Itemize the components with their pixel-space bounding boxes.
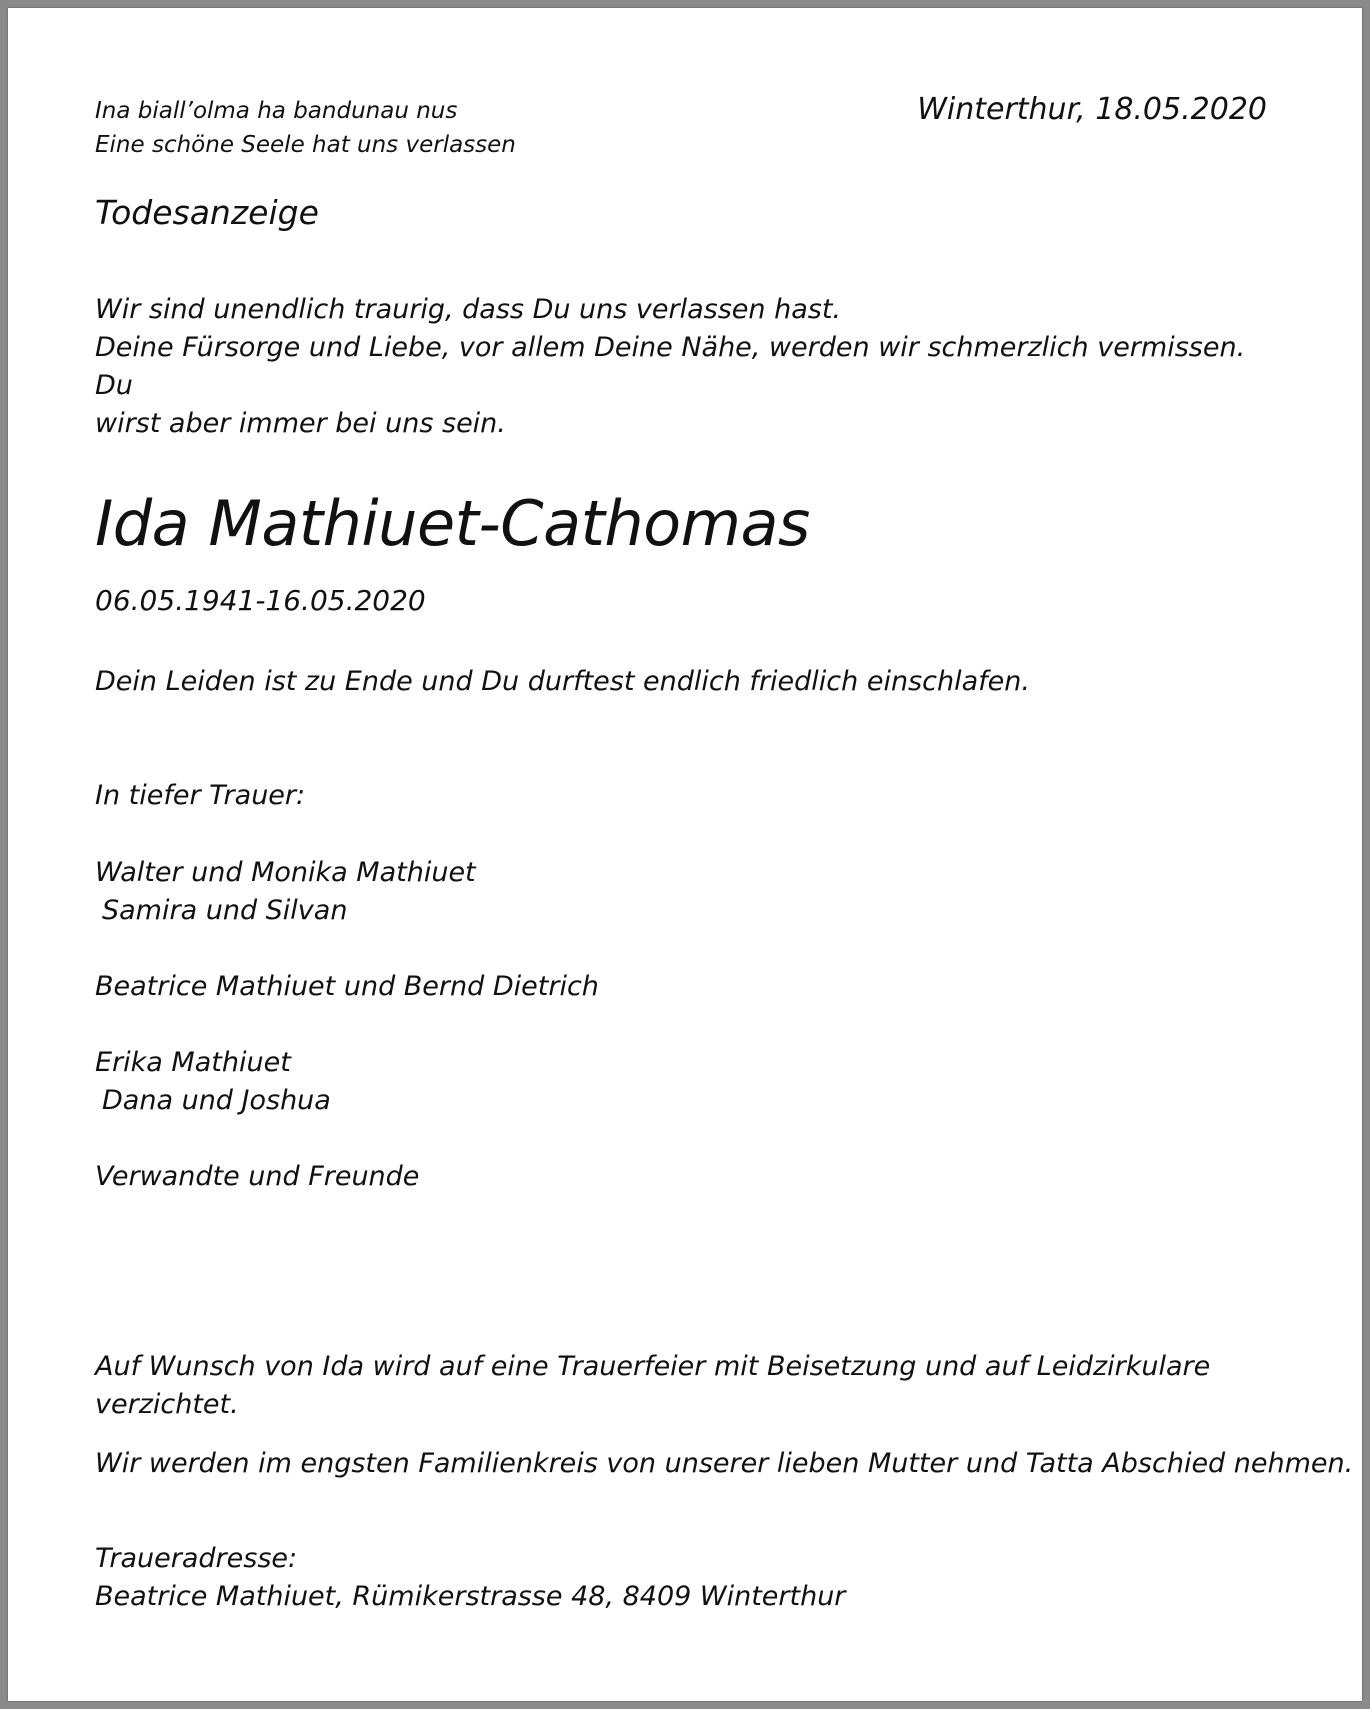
motto (95, 94, 516, 162)
address-label: Traueradresse: (95, 1543, 298, 1574)
mourner-line: Verwandte und Freunde (95, 1161, 420, 1192)
mourner-group (95, 1158, 599, 1196)
intro-line: wirst aber immer bei uns sein. (95, 408, 506, 439)
mourner-group (95, 854, 599, 930)
place-and-date: Winterthur, 18.05.2020 (917, 92, 1267, 127)
motto-line-german: Eine schöne Seele hat uns verlassen (95, 132, 516, 158)
deceased-lifespan: 06.05.1941-16.05.2020 (95, 584, 426, 617)
deceased-name: Ida Mathiuet-Cathomas (95, 487, 810, 560)
mourning-address (95, 1540, 845, 1616)
intro-line: Wir sind unendlich traurig, dass Du uns verlassen hast. (95, 294, 841, 325)
mourner-children-line: Dana und Joshua (102, 1085, 331, 1116)
family-farewell-notice: Wir werden im engsten Familienkreis von unserer lieben Mutter und Tatta Abschied nehmen. (95, 1448, 1354, 1479)
notice-heading: Todesanzeige (95, 193, 319, 232)
mourner-line: Beatrice Mathiuet und Bernd Dietrich (95, 971, 599, 1002)
mourning-label: In tiefer Trauer: (95, 780, 306, 811)
motto-line-romansh: Ina biall’olma ha bandunau nus (95, 98, 458, 124)
ceremony-notice-line: Auf Wunsch von Ida wird auf eine Trauerfeier mit Beisetzung und auf Leidzirkulare (95, 1351, 1211, 1382)
mourner-group (95, 968, 599, 1006)
ceremony-notice (95, 1348, 1315, 1424)
obituary-page (8, 8, 1362, 1701)
mourner-group (95, 1044, 599, 1120)
mourners-list (95, 854, 599, 1234)
mourner-line: Erika Mathiuet (95, 1047, 291, 1078)
farewell-sentence: Dein Leiden ist zu Ende und Du durftest endlich friedlich einschlafen. (95, 666, 1030, 697)
mourner-children-line: Samira und Silvan (102, 895, 348, 926)
intro-paragraph (95, 291, 1275, 443)
intro-line: Deine Fürsorge und Liebe, vor allem Deine Nähe, werden wir schmerzlich vermissen. Du (95, 332, 1246, 401)
ceremony-notice-line: verzichtet. (95, 1389, 239, 1420)
mourner-line: Walter und Monika Mathiuet (95, 857, 476, 888)
address-value: Beatrice Mathiuet, Rümikerstrasse 48, 8409 Winterthur (95, 1581, 846, 1612)
